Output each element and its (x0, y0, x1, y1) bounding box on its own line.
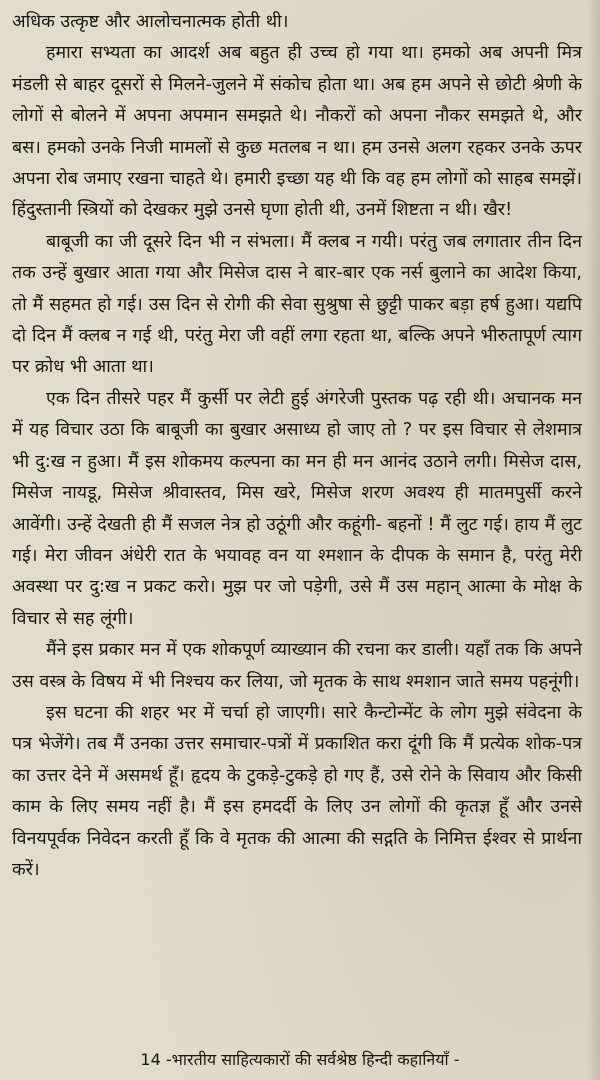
paragraph-1: अधिक उत्कृष्ट और आलोचनात्मक होती थी। (12, 11, 289, 32)
page-number: 14 (140, 1050, 161, 1069)
paragraph-5: मैंने इस प्रकार मन में एक शोकपूर्ण व्याख्यान की रचना कर डाली। यहाँ तक कि अपने उस वस्त्र के विषय में भी निश्चय कर लिया, जो मृतक के साथ श्मशान जाते समय पहनूंगी। (12, 639, 582, 692)
story-text (12, 6, 582, 885)
paragraph-3: बाबूजी का जी दूसरे दिन भी न संभला। मैं क्लब न गयी। परंतु जब लगातार तीन दिन तक उन्हें बुखार आता गया और मिसेज दास ने बार-बार एक नर्स बुलाने का आदेश किया, तो मैं सहमत हो गई। उस दिन से रोगी की सेवा सुश्रुषा से छुट्टी पाकर बड़ा हर्ष हुआ। यद्यपि दो दिन मैं क्लब न गई थी, परंतु मेरा जी वहीं लगा रहता था, बल्कि अपने भीरुतापूर्ण त्याग पर क्रोध भी आता था। (12, 230, 582, 378)
paragraph-6: इस घटना की शहर भर में चर्चा हो जाएगी। सारे कैन्टोन्मेंट के लोग मुझे संवेदना के पत्र भेजेंगे। तब मैं उनका उत्तर समाचार-पत्रों में प्रकाशित करा दूंगी कि मैं प्रत्येक शोक-पत्र का उत्तर देने में असमर्थ हूँ। हृदय के टुकड़े-टुकड़े हो गए हैं, उसे रोने के सिवाय और किसी काम के लिए समय नहीं है। मैं इस हमदर्दी के लिए उन लोगों की कृतज्ञ हूँ और उनसे विनयपूर्वक निवेदन करती हूँ कि वे मृतक की आत्मा की सद्गति के निमित्त ईश्वर से प्रार्थना करें। (12, 701, 582, 880)
paragraph-4: एक दिन तीसरे पहर मैं कुर्सी पर लेटी हुई अंगरेजी पुस्तक पढ़ रही थी। अचानक मन में यह विचार उठा कि बाबूजी का बुखार असाध्य हो जाए तो ? पर इस विचार से लेशमात्र भी दु:ख न हुआ। मैं इस शोकमय कल्पना का मन ही मन आनंद उठाने लगी। मिसेज दास, मिसेज नायडू, मिसेज श्रीवास्तव, मिस खरे, मिसेज शरण अवश्य ही मातमपुर्सी करने आवेंगी। उन्हें देखती ही मैं सजल नेत्र हो उठूंगी और कहूंगी- बहनों ! मैं लुट गई। हाय मैं लुट गई। मेरा जीवन अंधेरी रात के भयावह वन या श्मशान के दीपक के समान है, परंतु मेरी अवस्था पर दु:ख न प्रकट करो। मुझ पर जो पड़ेगी, उसे मैं उस महान् आत्मा के मोक्ष के विचार से सह लूंगी। (12, 387, 582, 629)
paragraph-2: हमारा सभ्यता का आदर्श अब बहुत ही उच्च हो गया था। हमको अब अपनी मित्र मंडली से बाहर दूसरों से मिलने-जुलने में संकोच होता था। अब हम अपने से छोटी श्रेणी के लोगों से बोलने में अपना अपमान समझते थे। नौकरों को अपना नौकर समझते थे, और बस। हमको उनके निजी मामलों से कुछ मतलब न था। हम उनसे अलग रहकर उनके ऊपर अपना रोब जमाए रखना चाहते थे। हमारी इच्छा यह थी कि वह हम लोगों को साहब समझें। हिंदुस्तानी स्त्रियों को देखकर मुझे उनसे घृणा होती थी, उनमें शिष्टता न थी। खैर! (12, 42, 582, 221)
page-footer (0, 1048, 600, 1070)
book-title: -भारतीय साहित्यकारों की सर्वश्रेष्ठ हिन्दी कहानियाँ - (165, 1050, 460, 1069)
